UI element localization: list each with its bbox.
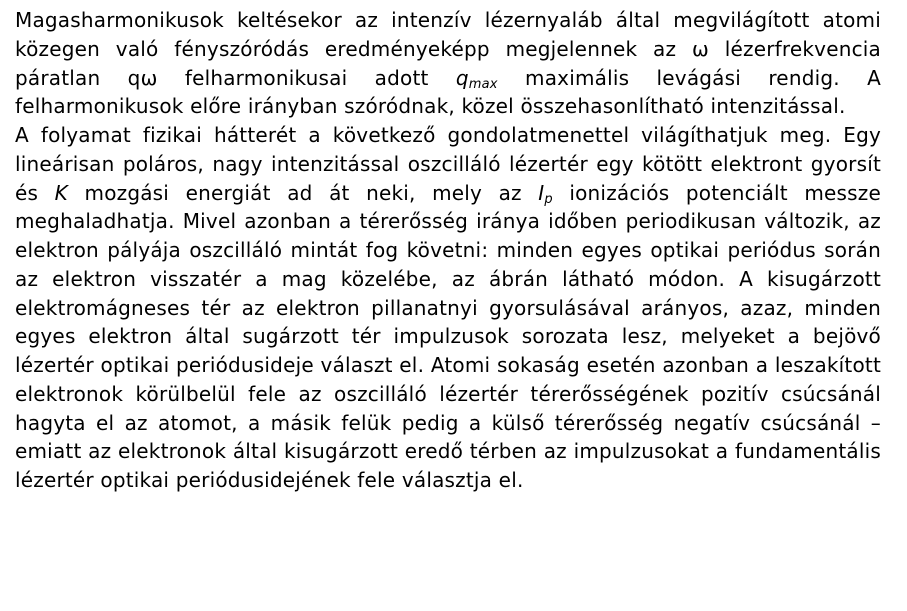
paragraph2-text-part2: mozgási energiát ad át neki, mely az	[67, 180, 539, 205]
ionization-potential-subscript: p	[544, 191, 553, 207]
paragraph1-text-part1: Magasharmonikusok keltésekor az intenzív lézernyaláb által megvilágított atomi közegen való fényszóródás eredményeképp megjelennek az ω lézerfrekvencia páratlan qω felharmonikusai adott	[15, 8, 881, 90]
paragraph-physical-background	[15, 121, 881, 495]
paragraph2-text-part1: A folyamat fizikai hátterét a következő gondolatmenettel világíthatjuk meg. Egy lineárisan poláros, nagy intenzitással oszcilláló lézertér egy kötött elektront gyorsít és	[15, 123, 881, 205]
paragraph-high-harmonics-intro	[15, 6, 881, 121]
paragraph1-text-part2: maximális levágási rendig. A felharmonikusok előre irányban szóródnak, közel összehasonlítható intenzitással.	[15, 65, 881, 119]
q-max-subscript: max	[468, 76, 498, 92]
paragraph2-text-part3: ionizációs potenciált messze meghaladhatja. Mivel azonban a térerősség iránya időben periodikusan változik, az elektron pályája oszcilláló mintát fog követni: minden egyes optikai periódus során az elektron visszatér a mag közelébe, az ábrán látható módon. A kisugárzott elektromágneses tér az elektron pillanatnyi gyorsulásával arányos, azaz, minden egyes elektron által sugárzott tér impulzusok sorozata lesz, melyeket a bejövő lézertér optikai periódusideje választ el. Atomi sokaság esetén azonban a leszakított elektronok körülbelül fele az oszcilláló lézertér térerősségének pozitív csúcsánál hagyta el az atomot, a másik felük pedig a külső térerősség negatív csúcsánál – emiatt az elektronok által kisugárzott eredő térben az impulzusokat a fundamentális lézertér optikai periódusidejének fele választja el.	[15, 180, 881, 492]
q-max-symbol: q	[455, 65, 469, 90]
ionization-potential-symbol: I	[538, 180, 545, 205]
kinetic-energy-symbol: K	[54, 180, 68, 205]
